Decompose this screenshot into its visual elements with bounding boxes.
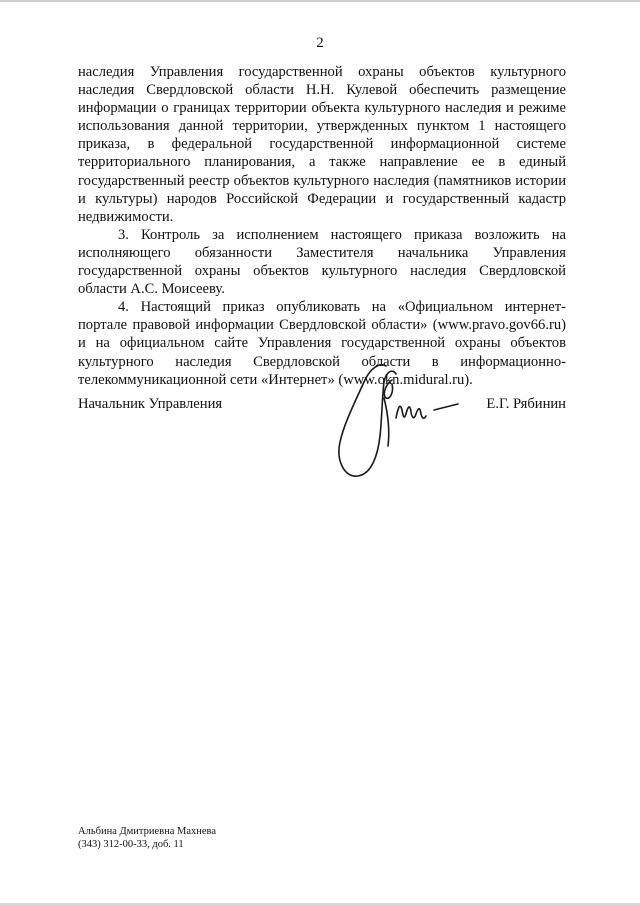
executor-name: Альбина Дмитриевна Махнева bbox=[78, 826, 217, 837]
paragraph-continuation: наследия Управления государственной охраны объектов культурного наследия Свердловской области Н.Н. Кулевой обеспечить размещение информации о границах территории объекта культурного наследия и режиме использования данной территории, утвержденных пунктом 1 настоящего приказа, в федеральной государственной информационной системе территориального планирования, а также направление ее в единый государственный реестр объектов культурного наследия (памятников истории и культуры) народов Российской Федерации и государственный кадастр недвижимости. bbox=[78, 64, 566, 225]
paragraph-item-3: 3. Контроль за исполнением настоящего приказа возложить на исполняющего обязанности Заместителя начальника Управления государственной охраны объектов культурного наследия Свердловской области А.С. Моисееву. bbox=[78, 226, 566, 298]
executor-info bbox=[78, 826, 216, 851]
document-body bbox=[78, 63, 566, 389]
paragraph-item-4: 4. Настоящий приказ опубликовать на «Официальном интернет-портале правовой информации Свердловской области» (www.pravo.gov66.ru) и на официальном сайте Управления государственной охраны объектов культурного наследия Свердловской области в информационно-телекоммуникационной сети «Интернет» (www.okn.midural.ru). bbox=[78, 299, 566, 388]
signatory-name: Е.Г. Рябинин bbox=[486, 396, 566, 412]
page-number: 2 bbox=[316, 35, 324, 51]
executor-phone: (343) 312-00-33, доб. 11 bbox=[78, 838, 184, 850]
signatory-position: Начальник Управления bbox=[78, 396, 223, 412]
scan-edge-top bbox=[0, 0, 640, 2]
handwritten-signature bbox=[330, 358, 490, 488]
